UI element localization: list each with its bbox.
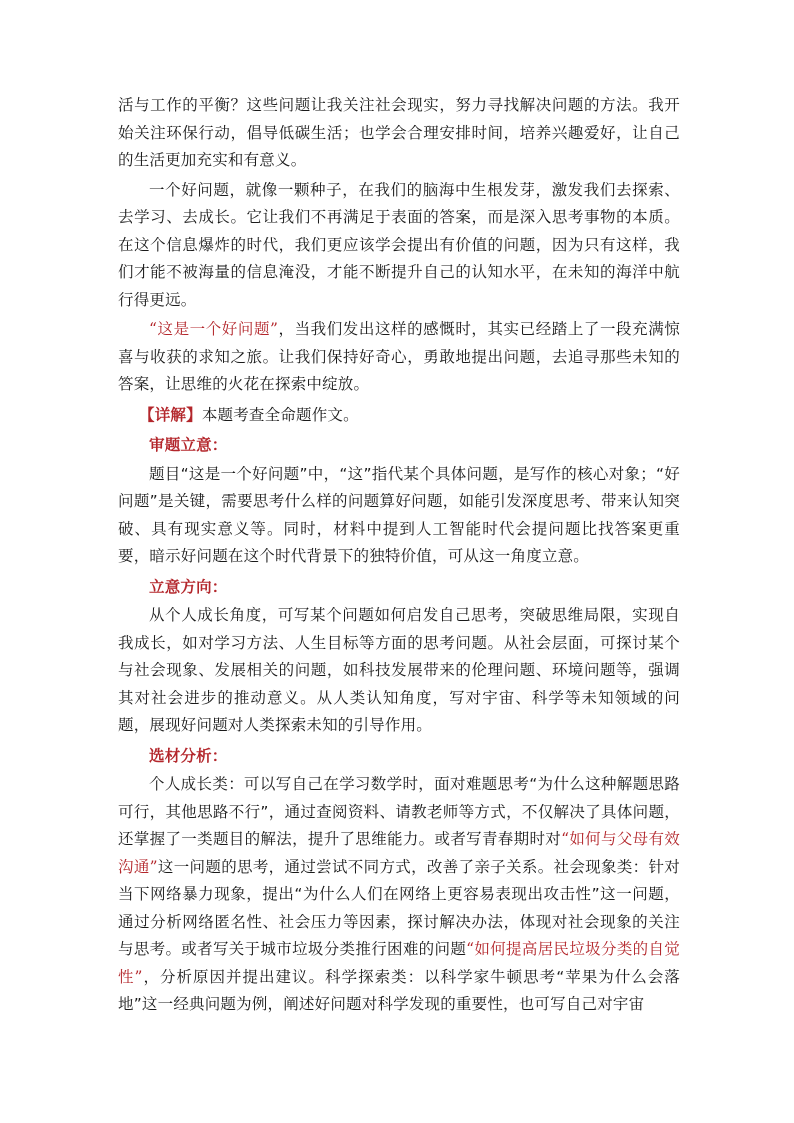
- detail-text: 本题考查全命题作文。: [201, 405, 359, 424]
- essay-paragraph-2: [118, 177, 680, 315]
- section-body-direction-text: 从个人成长角度，可写某个问题如何启发自己思考，突破思维局限，实现自我成长，如对学习方法、人生目标等方面的思考问题。从社会层面，可探讨某个与社会现象、发展相关的问题，如科技发展带来的伦理问题、环境问题等，强调其对社会进步的推动意义。从人类认知角度，写对宇宙、科学等未知领域的问题，展现好问题对人类探索未知的引导作用。: [118, 606, 680, 734]
- section-heading-topic: 审题立意：: [149, 435, 228, 454]
- detail-label: 【详解】: [139, 404, 202, 424]
- document-page: [118, 92, 680, 1019]
- essay-quote-title: “这是一个好问题”: [149, 320, 279, 338]
- section-heading-direction: 立意方向：: [149, 576, 228, 596]
- material-quote-garbage: “如何提高居民垃圾分类的自觉性”: [118, 940, 681, 986]
- section-body-material-c: ，分析原因并提出建议。科学探索类：以科学家牛顿思考“苹果为什么会落地”这一经典问题为例，阐述好问题对科学发现的重要性，也可写自己对宇宙: [118, 967, 680, 1013]
- section-body-material-a: 个人成长类：可以写自己在学习数学时，面对难题思考“为什么这种解题思路可行，其他思路不行”，通过查阅资料、请教老师等方式，不仅解决了具体问题，还掌握了一类题目的解法，提升了思维能力。或者写青春期时对: [118, 775, 680, 848]
- section-body-material: [118, 771, 680, 1019]
- section-body-topic: [118, 461, 680, 571]
- detail-line: [118, 401, 680, 430]
- section-heading-material: 选材分析：: [149, 745, 228, 765]
- section-body-material-b: 这一问题的思考，通过尝试不同方式，改善了亲子关系。社会现象类：针对当下网络暴力现象，提出“为什么人们在网络上更容易表现出攻击性”这一问题，通过分析网络匿名性、社会压力等因素，探讨解决办法，体现对社会现象的关注与思考。或者写关于城市垃圾分类推行困难的问题: [118, 857, 680, 958]
- section-body-direction: [118, 602, 680, 740]
- essay-paragraph-3: [118, 316, 680, 399]
- material-quote-parents: “如何与父母有效沟通”: [118, 830, 680, 876]
- essay-paragraph-2-text: 一个好问题，就像一颗种子，在我们的脑海中生根发芽，激发我们去探索、去学习、去成长。它让我们不再满足于表面的答案，而是深入思考事物的本质。在这个信息爆炸的时代，我们更应该学会提出有价值的问题，因为只有这样，我们才能不被海量的信息淹没，才能不断提升自己的认知水平，在未知的海洋中航行得更远。: [118, 180, 680, 309]
- essay-paragraph-3-text: ，当我们发出这样的感慨时，其实已经踏上了一段充满惊喜与收获的求知之旅。让我们保持好奇心，勇敢地提出问题，去追寻那些未知的答案，让思维的火花在探索中绽放。: [118, 320, 680, 393]
- essay-paragraph-1: [118, 92, 680, 175]
- essay-paragraph-1-text: 活与工作的平衡？这些问题让我关注社会现实，努力寻找解决问题的方法。我开始关注环保行动，倡导低碳生活；也学会合理安排时间，培养兴趣爱好，让自己的生活更加充实和有意义。: [118, 96, 680, 169]
- section-body-topic-text: 题目“这是一个好问题”中，“这”指代某个具体问题，是写作的核心对象；“好问题”是关键，需要思考什么样的问题算好问题，如能引发深度思考、带来认知突破、具有现实意义等。同时，材料中提到人工智能时代会提问题比找答案更重要，暗示好问题在这个时代背景下的独特价值，可从这一角度立意。: [118, 464, 680, 565]
